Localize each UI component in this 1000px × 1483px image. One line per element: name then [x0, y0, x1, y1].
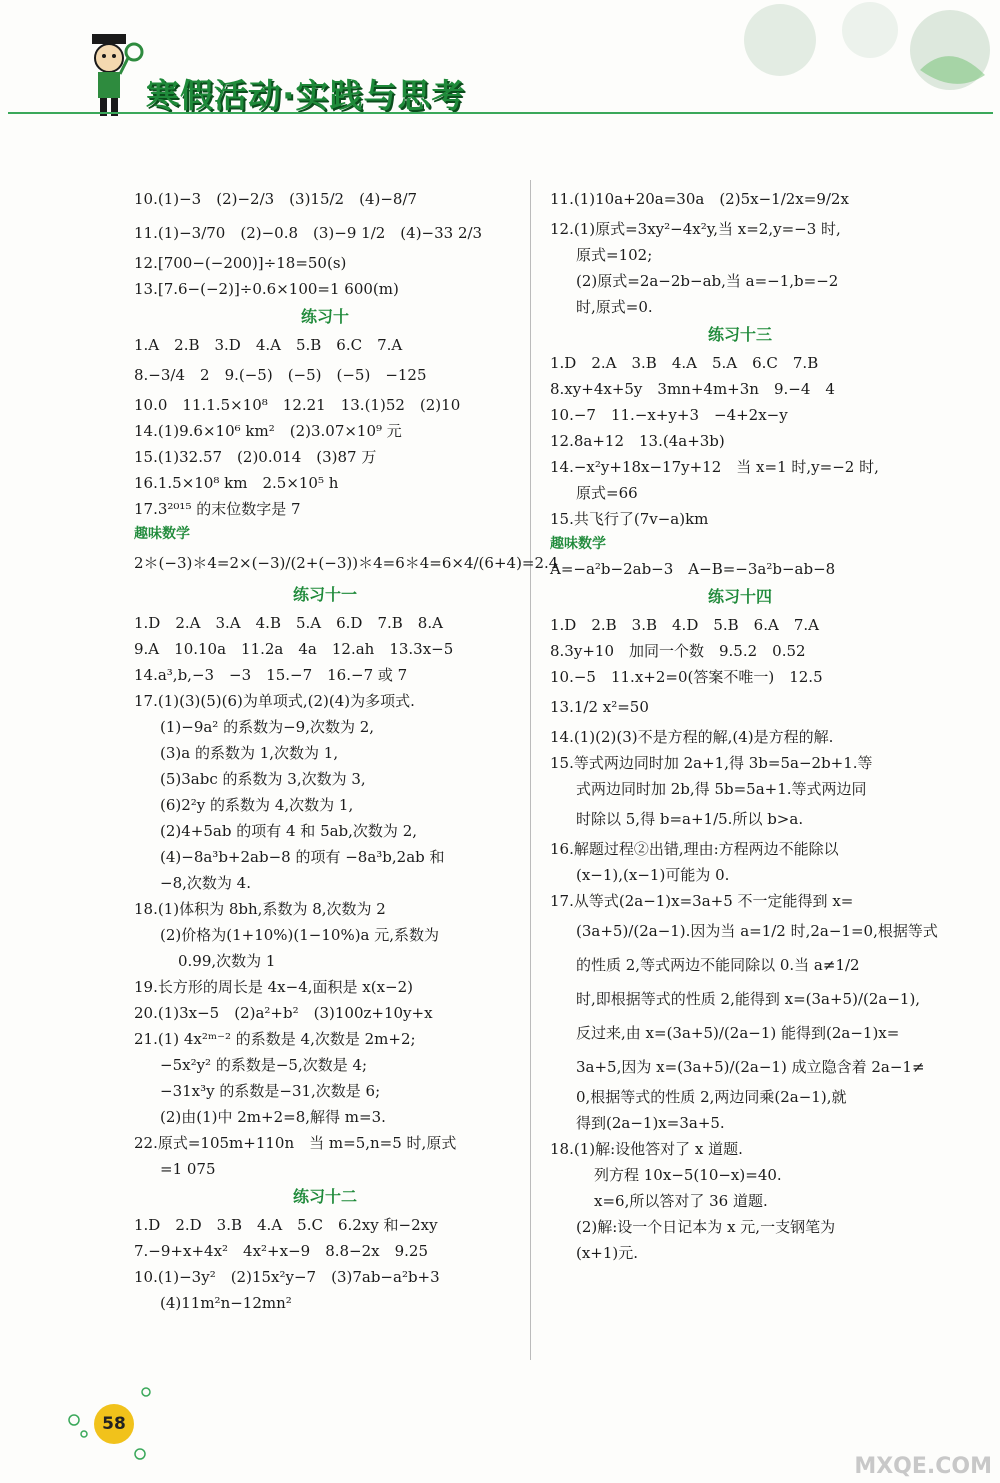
answer-line: 15.共飞行了(7v−a)km: [550, 510, 709, 528]
answer-line: 20.(1)3x−5 (2)a²+b² (3)100z+10y+x: [134, 1004, 433, 1022]
answer-line: 13.1/2 x²=50: [550, 698, 649, 716]
answer-line: A=−a²b−2ab−3 A−B=−3a²b−ab−8: [550, 560, 836, 578]
answer-line: 9.A 10.10a 11.2a 4a 12.ah 13.3x−5: [134, 640, 454, 658]
answer-line: 2＊(−3)＊4=2×(−3)/(2+(−3))＊4=6＊4=6×4/(6+4)=2.4: [134, 554, 559, 572]
answer-line: 列方程 10x−5(10−x)=40.: [594, 1166, 782, 1184]
page-number: 58: [94, 1404, 134, 1444]
answer-line: 12.[700−(−200)]÷18=50(s): [134, 254, 347, 272]
answer-line: 1.D 2.D 3.B 4.A 5.C 6.2xy 和−2xy: [134, 1216, 438, 1234]
leaf-decoration-icon: [720, 0, 1000, 110]
answer-line: 1.A 2.B 3.D 4.A 5.B 6.C 7.A: [134, 336, 403, 354]
answer-line: 8.xy+4x+5y 3mn+4m+3n 9.−4 4: [550, 380, 835, 398]
answer-line: 16.解题过程②出错,理由:方程两边不能除以: [550, 840, 839, 858]
section-heading: 练习十: [300, 307, 349, 326]
answer-line: 1.D 2.A 3.A 4.B 5.A 6.D 7.B 8.A: [134, 614, 443, 632]
answer-line: 原式=66: [576, 484, 638, 502]
answer-line: 7.−9+x+4x² 4x²+x−9 8.8−2x 9.25: [134, 1242, 429, 1260]
answer-line: (4)11m²n−12mn²: [160, 1294, 292, 1312]
left-column: [134, 182, 559, 1316]
answer-line: 14.(1)9.6×10⁶ km² (2)3.07×10⁹ 元: [134, 422, 402, 440]
header-title: 寒假活动·实践与思考: [146, 76, 466, 115]
answer-line: 18.(1)解:设他答对了 x 道题.: [550, 1140, 743, 1158]
answer-line: 13.[7.6−(−2)]÷0.6×100=1 600(m): [134, 280, 399, 298]
section-heading: 练习十三: [707, 325, 772, 344]
answer-line: (2)价格为(1+10%)(1−10%)a 元,系数为: [160, 926, 440, 944]
answer-line: (6)2²y 的系数为 4,次数为 1,: [160, 796, 354, 814]
answer-line: −31x³y 的系数是−31,次数是 6;: [160, 1082, 381, 1100]
answer-line: (2)原式=2a−2b−ab,当 a=−1,b=−2: [576, 272, 839, 290]
answer-line: 17.3²⁰¹⁵ 的末位数字是 7: [134, 500, 301, 518]
section-heading: 练习十一: [292, 585, 357, 604]
answer-line: (2)4+5ab 的项有 4 和 5ab,次数为 2,: [160, 822, 418, 840]
header-rule: [8, 112, 993, 114]
answer-line: 10.(1)−3y² (2)15x²y−7 (3)7ab−a²b+3: [134, 1268, 440, 1286]
answer-line: 8.3y+10 加同一个数 9.5.2 0.52: [550, 642, 806, 660]
answer-line: 10.−5 11.x+2=0(答案不唯一) 12.5: [550, 668, 823, 686]
answer-line: 11.(1)10a+20a=30a (2)5x−1/2x=9/2x: [550, 190, 849, 208]
answer-line: 18.(1)体积为 8bh,系数为 8,次数为 2: [134, 900, 386, 918]
answer-line: (5)3abc 的系数为 3,次数为 3,: [160, 770, 366, 788]
answer-line: (4)−8a³b+2ab−8 的项有 −8a³b,2ab 和: [160, 848, 445, 866]
page-header: [0, 0, 1000, 150]
answer-line: 原式=102;: [576, 246, 653, 264]
answer-line: 时,即根据等式的性质 2,能得到 x=(3a+5)/(2a−1),: [576, 990, 921, 1008]
answer-line: (3)a 的系数为 1,次数为 1,: [160, 744, 339, 762]
answer-line: 22.原式=105m+110n 当 m=5,n=5 时,原式: [134, 1134, 457, 1152]
column-divider: [530, 180, 531, 1360]
answer-line: 19.长方形的周长是 4x−4,面积是 x(x−2): [134, 978, 414, 996]
watermark: MXQE.COM: [854, 1454, 992, 1479]
answer-line: 21.(1) 4x²ᵐ⁻² 的系数是 4,次数是 2m+2;: [134, 1030, 416, 1048]
fun-math-heading: 趣味数学: [550, 536, 606, 552]
mascot-icon: [84, 30, 146, 120]
answer-line: 14.(1)(2)(3)不是方程的解,(4)是方程的解.: [550, 728, 834, 746]
right-column: [550, 182, 938, 1266]
answer-line: 10.0 11.1.5×10⁸ 12.21 13.(1)52 (2)10: [134, 396, 461, 414]
answer-line: (2)由(1)中 2m+2=8,解得 m=3.: [160, 1108, 386, 1126]
answer-line: 14.−x²y+18x−17y+12 当 x=1 时,y=−2 时,: [550, 458, 879, 476]
answer-line: 0,根据等式的性质 2,两边同乘(2a−1),就: [576, 1088, 847, 1106]
answer-line: 式两边同时加 2b,得 5b=5a+1.等式两边同: [576, 780, 867, 798]
answer-line: 8.−3/4 2 9.(−5) (−5) (−5) −125: [134, 366, 427, 384]
answer-line: 17.(1)(3)(5)(6)为单项式,(2)(4)为多项式.: [134, 692, 415, 710]
answer-line: 时,原式=0.: [576, 298, 653, 316]
answer-line: 12.8a+12 13.(4a+3b): [550, 432, 725, 450]
answer-line: 1.D 2.A 3.B 4.A 5.A 6.C 7.B: [550, 354, 819, 372]
section-heading: 练习十二: [292, 1187, 357, 1206]
answer-line: −8,次数为 4.: [160, 874, 251, 892]
answer-line: 1.D 2.B 3.B 4.D 5.B 6.A 7.A: [550, 616, 819, 634]
answer-line: x=6,所以答对了 36 道题.: [594, 1192, 768, 1210]
answer-line: (x−1),(x−1)可能为 0.: [576, 866, 730, 884]
answer-line: (x+1)元.: [576, 1244, 639, 1262]
answer-line: 15.等式两边同时加 2a+1,得 3b=5a−2b+1.等: [550, 754, 873, 772]
answer-line: 10.(1)−3 (2)−2/3 (3)15/2 (4)−8/7: [134, 190, 418, 208]
answer-line: 15.(1)32.57 (2)0.014 (3)87 万: [134, 448, 377, 466]
answer-line: 10.−7 11.−x+y+3 −4+2x−y: [550, 406, 788, 424]
answer-line: 17.从等式(2a−1)x=3a+5 不一定能得到 x=: [550, 892, 854, 910]
answer-line: 16.1.5×10⁸ km 2.5×10⁵ h: [134, 474, 339, 492]
answer-line: 11.(1)−3/70 (2)−0.8 (3)−9 1/2 (4)−33 2/3: [134, 224, 483, 242]
answer-line: 反过来,由 x=(3a+5)/(2a−1) 能得到(2a−1)x=: [576, 1024, 900, 1042]
answer-line: 0.99,次数为 1: [178, 952, 276, 970]
answer-line: −5x²y² 的系数是−5,次数是 4;: [160, 1056, 368, 1074]
answer-line: (1)−9a² 的系数为−9,次数为 2,: [160, 718, 375, 736]
section-heading: 练习十四: [707, 587, 772, 606]
answer-line: 的性质 2,等式两边不能同除以 0.当 a≠1/2: [576, 956, 860, 974]
answer-line: 时除以 5,得 b=a+1/5.所以 b>a.: [576, 810, 804, 828]
answer-line: =1 075: [160, 1160, 216, 1178]
answer-line: 12.(1)原式=3xy²−4x²y,当 x=2,y=−3 时,: [550, 220, 841, 238]
answer-line: 3a+5,因为 x=(3a+5)/(2a−1) 成立隐含着 2a−1≠: [576, 1058, 925, 1076]
answer-line: (2)解:设一个日记本为 x 元,一支钢笔为: [576, 1218, 836, 1236]
answer-line: 14.a³,b,−3 −3 15.−7 16.−7 或 7: [134, 666, 408, 684]
fun-math-heading: 趣味数学: [134, 526, 190, 542]
answer-line: 得到(2a−1)x=3a+5.: [576, 1114, 725, 1132]
answer-line: (3a+5)/(2a−1).因为当 a=1/2 时,2a−1=0,根据等式: [576, 922, 938, 940]
